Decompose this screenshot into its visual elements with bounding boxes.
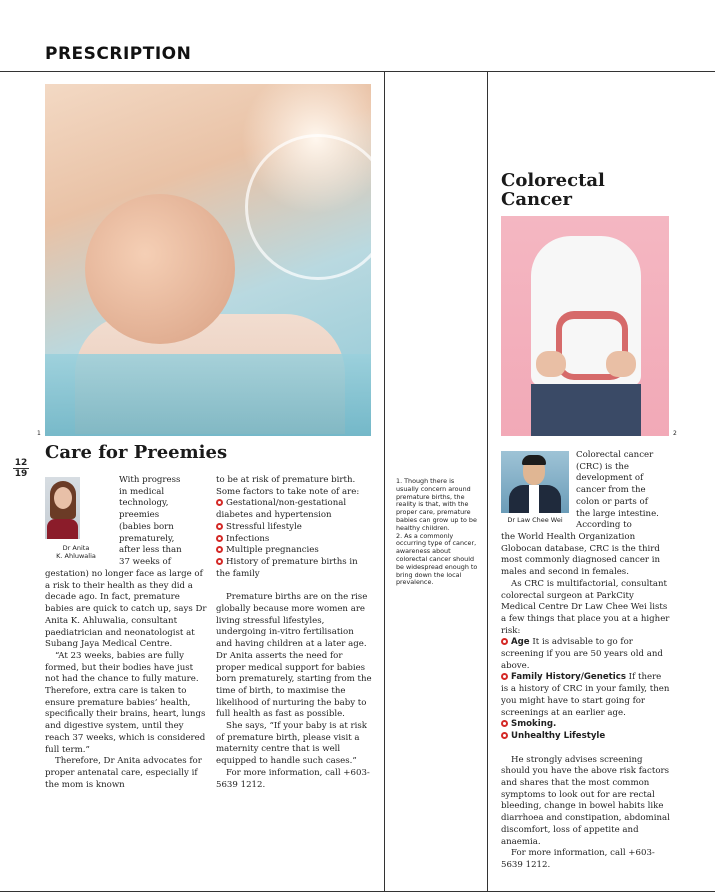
list-item-text: History of premature births in the family — [216, 556, 358, 579]
text-line: According to — [576, 520, 632, 531]
crc-body — [501, 532, 671, 872]
list-item — [216, 498, 372, 521]
text-line: development of — [576, 473, 644, 484]
text-line: the large intestine. — [576, 508, 659, 519]
risk-text: . — [552, 719, 557, 730]
paragraph: For more information, call +603-5639 1212. — [216, 767, 370, 790]
text-line: With progress — [119, 475, 181, 485]
page-number-bottom: 19 — [14, 469, 28, 479]
paragraph: Therefore, Dr Anita advocates for proper antenatal care, especially if the mom is known — [45, 756, 202, 790]
woman-holding-colon-model-photo — [501, 216, 669, 436]
footer-rule — [0, 891, 715, 892]
bullet-icon — [216, 523, 223, 530]
risk-text: It is advisable to go for screening if you are 50 years old and above. — [501, 637, 663, 671]
page-number-top: 12 — [14, 458, 28, 468]
figure-number: 2 — [673, 430, 677, 437]
bullet-icon — [501, 720, 508, 727]
header-rule — [0, 71, 715, 72]
portrait-caption: Dr Law Chee Wei — [507, 516, 563, 524]
heading-line: Cancer — [501, 189, 572, 210]
risk-label: Family History/Genetics — [511, 672, 626, 683]
risk-label: Smoking — [511, 719, 553, 730]
text-line: preemies — [119, 510, 160, 521]
paragraph: “At 23 weeks, babies are fully formed, but their bodies have just not had the chance to fully mature. Therefore, extra care is taken to ensure premature babies’ health, specifically their brains, heart, lungs and digestive system, until they reach 37 weeks, which is considered full term.” — [45, 650, 206, 755]
list-item — [216, 522, 372, 534]
paragraph: gestation) no longer face as large of a risk to their health as they did a decade ago. In fact, premature babies are quick to catch up, says Dr Anita K. Ahluwalia, consultant paediatrician and neonatologist at Subang Jaya Medical Centre. — [45, 569, 207, 650]
section-title: PRESCRIPTION — [45, 44, 192, 64]
bullet-icon — [216, 499, 223, 506]
risk-label: Age — [511, 637, 530, 648]
text-line: 37 weeks of — [119, 556, 171, 567]
article-body-col1 — [45, 569, 207, 791]
premature-baby-incubator-photo — [45, 84, 371, 436]
list-item — [216, 534, 372, 546]
text-line: Colorectal cancer — [576, 450, 654, 460]
bullet-icon — [216, 535, 223, 542]
text-line: in medical — [119, 486, 165, 497]
list-item — [501, 637, 671, 672]
article-intro-wrap — [119, 475, 209, 569]
paragraph: She says, “If your baby is at risk of premature birth, please visit a maternity centre that is well equipped to handle such cases.” — [216, 721, 367, 767]
list-item — [501, 731, 671, 743]
article-heading-colorectal — [501, 171, 621, 209]
caption-line: K. Ahluwalia — [56, 552, 96, 560]
heading-line: Colorectal — [501, 170, 605, 191]
paragraph: As CRC is multifactorial, consultant colorectal surgeon at ParkCity Medical Centre Dr Law Chee Wei lists a few things that place you at a higher risk: — [501, 578, 670, 636]
page-number — [13, 458, 29, 479]
text-line: colon or parts of — [576, 496, 648, 507]
risk-label: Unhealthy Lifestyle — [511, 730, 606, 741]
text-line: cancer from the — [576, 485, 646, 496]
list-item-text: Multiple pregnancies — [226, 545, 319, 556]
article-body-col2 — [216, 475, 372, 791]
text-line: prematurely, — [119, 533, 175, 544]
bullet-icon — [501, 673, 508, 680]
list-item-text: Gestational/non-gestational diabetes and hypertension — [216, 498, 347, 521]
list-item-text: Stressful lifestyle — [226, 521, 302, 532]
bullet-icon — [501, 732, 508, 739]
column-divider-left — [384, 71, 385, 891]
figure-number: 1 — [37, 430, 41, 437]
text-line: (CRC) is the — [576, 461, 630, 472]
list-item — [216, 545, 372, 557]
list-item — [501, 719, 671, 731]
caption-line: Dr Anita — [62, 544, 90, 552]
paragraph: the World Health Organization Globocan database, CRC is the third most commonly diagnosed cancer in males and second in females. — [501, 532, 661, 578]
sidebar-notes — [396, 478, 478, 587]
bullet-icon — [216, 546, 223, 553]
avatar — [501, 451, 569, 513]
article-heading-preemies: Care for Preemies — [45, 442, 228, 463]
list-item — [216, 557, 372, 580]
paragraph: to be at risk of premature birth. Some factors to take note of are: — [216, 475, 360, 497]
column-divider-right — [487, 71, 488, 891]
text-line: technology, — [119, 498, 169, 509]
list-item — [501, 672, 671, 719]
avatar — [45, 477, 80, 539]
note: 2. As a commonly occurring type of cancer, awareness about colorectal cancer should be widespread enough to bring down the local prevalence. — [396, 531, 478, 587]
bullet-icon — [501, 638, 508, 645]
portrait-caption — [45, 544, 107, 560]
crc-intro-wrap — [576, 450, 672, 532]
list-item-text: Infections — [226, 533, 270, 544]
paragraph: Premature births are on the rise globally because more women are living stressful lifestyles, undergoing in-vitro fertilisation and having children at a later age. Dr Anita asserts the need for proper medical support for babies born prematurely, starting from the time of birth, to maximise the likelihood of nurturing the baby to full health as fast as possible. — [216, 592, 372, 720]
bullet-icon — [216, 558, 223, 565]
text-line: after less than — [119, 545, 182, 556]
paragraph: For more information, call +603-5639 1212. — [501, 848, 655, 870]
paragraph: He strongly advises screening should you have the above risk factors and shares that the most common symptoms to look out for are rectal bleeding, change in bowel habits like diarrhoea and constipation, abdominal discomfort, loss of appetite and anaemia. — [501, 754, 670, 847]
risk-text: If there is a history of CRC in your family, then you might have to start going for screenings at an earlier age. — [501, 672, 670, 718]
note: 1. Though there is usually concern around premature births, the reality is that, with the proper care, premature babies can grow up to be healthy children. — [396, 477, 477, 532]
text-line: (babies born — [119, 521, 174, 532]
